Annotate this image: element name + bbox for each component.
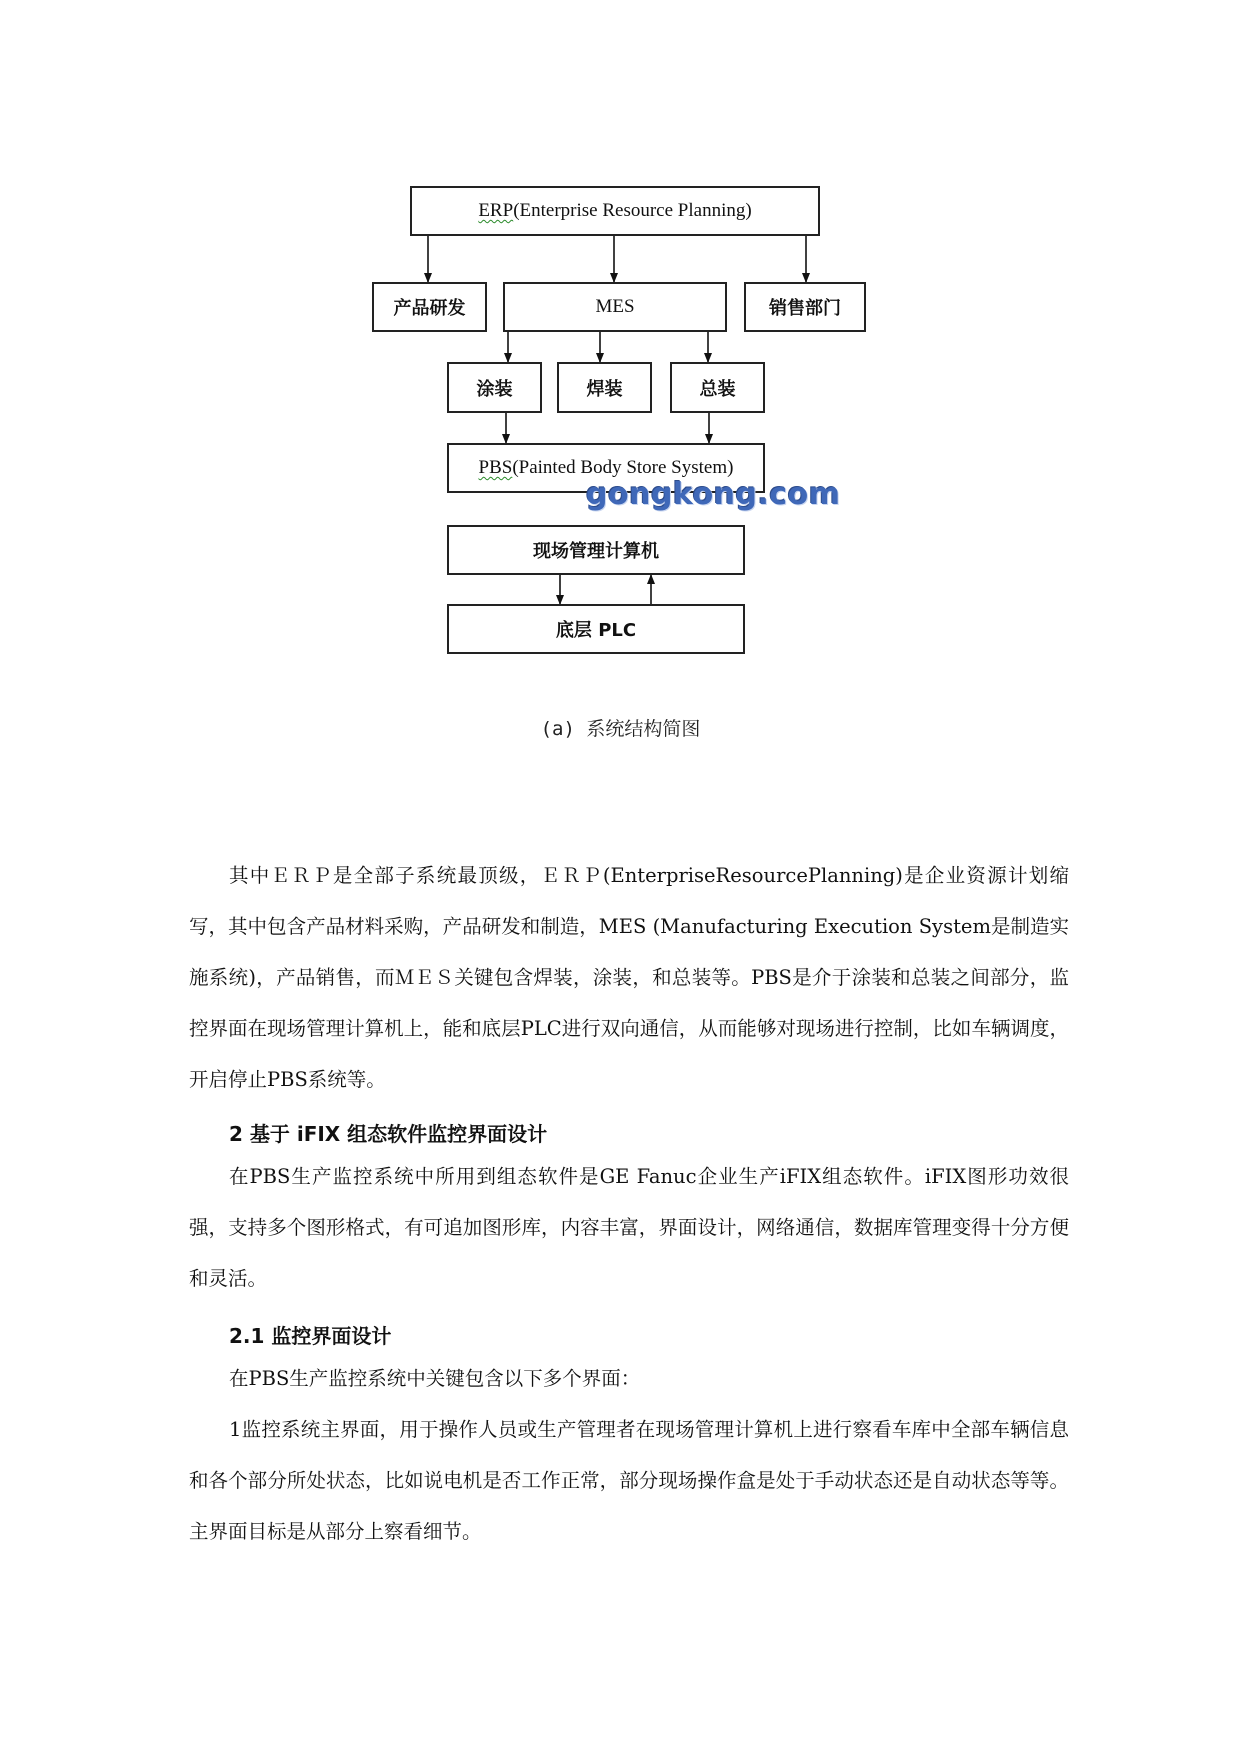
diagram-connectors [0, 0, 1241, 700]
product-rd-label: 产品研发 [393, 298, 466, 319]
site-computer-box [447, 525, 745, 575]
section-heading-2: 2 基于 iFIX 组态软件监控界面设计 [229, 1122, 548, 1146]
plc-label: 底层 PLC [555, 620, 637, 641]
paragraph-ifix: 在PBS生产监控系统中所用到组态软件是GE Fanuc企业生产iFIX组态软件。iFIX图形功效很强，支持多个图形格式，有可追加图形库，内容丰富，界面设计，网络通信，数据库管理变得十分方便和灵活。 [189, 1165, 1069, 1290]
welding-box [557, 362, 652, 413]
sales-label: 销售部门 [769, 298, 841, 319]
paragraph-interfaces: 在PBS生产监控系统中关键包含以下多个界面： [229, 1367, 641, 1390]
gongkong-watermark: gongkong.com [586, 477, 841, 512]
plc-box [447, 604, 745, 654]
erp-abbr: ERP [478, 200, 514, 221]
sales-box [744, 282, 866, 332]
painting-label: 涂装 [476, 378, 513, 400]
painting-box [447, 362, 542, 413]
assembly-box [670, 362, 765, 413]
welding-label: 焊装 [586, 378, 623, 400]
pbs-label: (Painted Body Store System) [512, 457, 734, 478]
site-computer-label: 现场管理计算机 [533, 541, 659, 562]
mes-box [503, 282, 727, 332]
figure-caption: (a) 系统结构简图 [540, 718, 701, 740]
erp-box [410, 186, 820, 236]
mes-label: MES [595, 296, 635, 317]
paragraph-erp-intro: 其中ＥＲＰ是全部子系统最顶级，ＥＲＰ(EnterpriseResourcePlanning)是企业资源计划缩写，其中包含产品材料采购，产品研发和制造，MES (Manufacturing Execution System是制造实施系统)，产品销售，而ＭＥＳ关键包含焊装，涂装，和总装等。PBS是介于涂装和总装之间部分，监控界面在现场管理计算机上，能和底层PLC进行双向通信，从而能够对现场进行控制，比如车辆调度，开启停止PBS系统等。 [189, 864, 1069, 1091]
assembly-label: 总装 [699, 378, 736, 400]
erp-label: (Enterprise Resource Planning) [513, 200, 752, 221]
section-heading-2-1: 2.1 监控界面设计 [229, 1324, 392, 1348]
paragraph-main-interface: 1监控系统主界面，用于操作人员或生产管理者在现场管理计算机上进行察看车库中全部车辆信息和各个部分所处状态，比如说电机是否工作正常，部分现场操作盒是处于手动状态还是自动状态等等。主界面目标是从部分上察看细节。 [189, 1418, 1069, 1543]
pbs-abbr: PBS [478, 457, 513, 478]
product-rd-box [372, 282, 487, 332]
